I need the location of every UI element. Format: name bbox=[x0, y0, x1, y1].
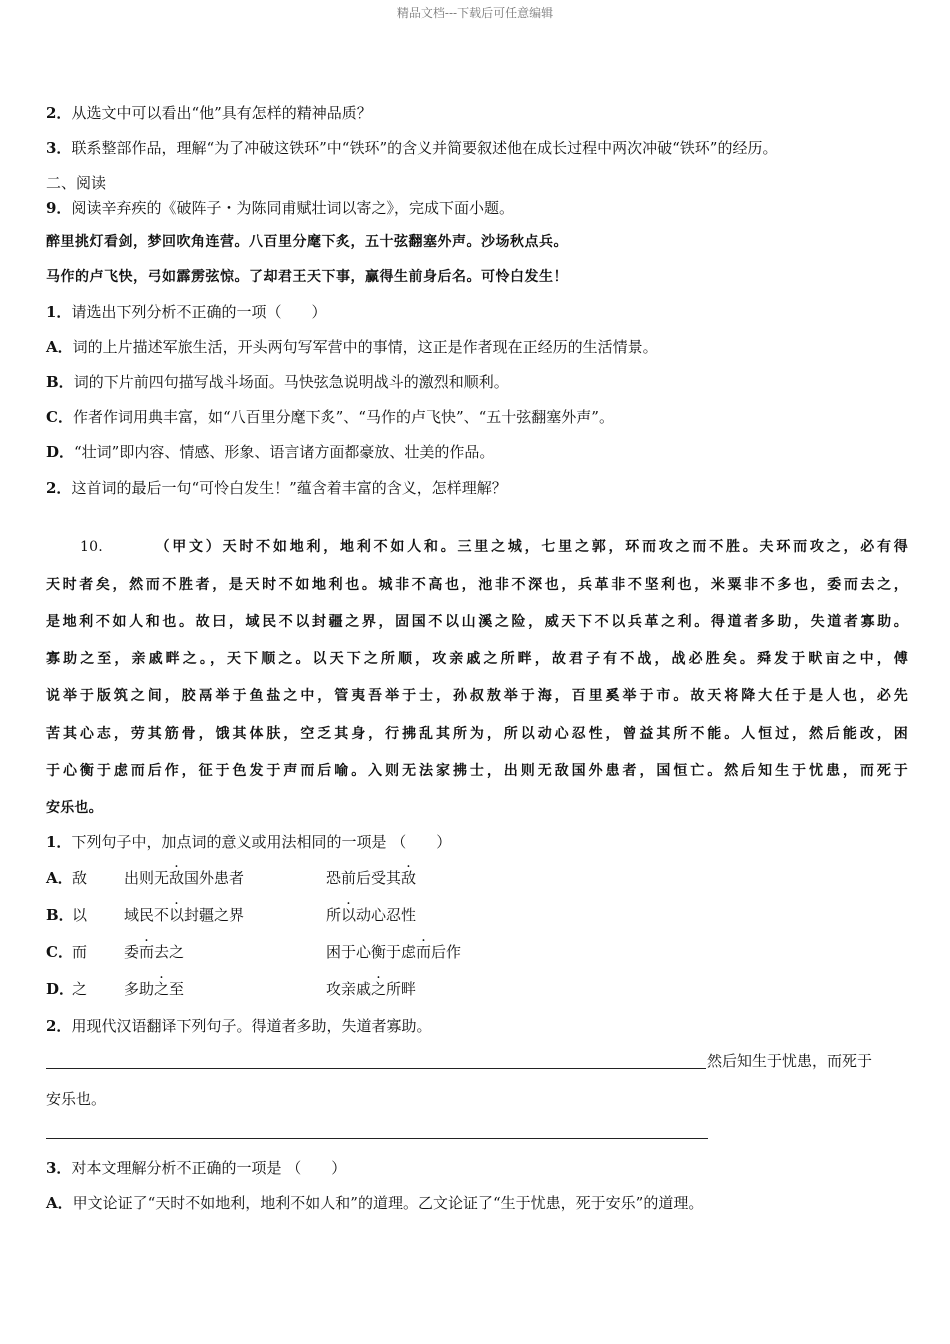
option-d bbox=[46, 442, 494, 462]
option-text: “壮词”即内容、情感、形象、语言诸方面都豪放、壮美的作品。 bbox=[74, 443, 495, 461]
option-c bbox=[46, 407, 614, 427]
option-label: D． bbox=[46, 980, 75, 998]
answer-blank-line[interactable] bbox=[46, 1068, 706, 1069]
dotted-word: 之 bbox=[154, 980, 170, 998]
dotted-word: 以 bbox=[169, 906, 185, 924]
page-header: 精品文档---下载后可任意编辑 bbox=[396, 6, 554, 20]
question-number: 10. bbox=[80, 539, 103, 555]
question-number: 2． bbox=[46, 479, 72, 497]
section-heading: 二、阅读 bbox=[46, 174, 107, 192]
passage-line-5: 说举于版筑之间，胶鬲举于鱼盐之中，管夷吾举于士，孙叔敖举于海，百里奚举于市。故天将降大任于是人也，必先 bbox=[46, 688, 908, 704]
option-b bbox=[46, 372, 509, 392]
dotted-word: 而 bbox=[416, 943, 432, 961]
question-number: 3． bbox=[46, 1159, 72, 1177]
dotted-word: 敌 bbox=[169, 869, 185, 887]
option-label: B． bbox=[46, 373, 74, 391]
answer-blank-line[interactable] bbox=[46, 1138, 708, 1139]
option-text: 词的上片描述军旅生活，开头两句写军营中的事情，这正是作者现在正经历的生活情景。 bbox=[72, 338, 658, 356]
option-c bbox=[46, 942, 461, 962]
option-label: C． bbox=[46, 408, 73, 426]
question-text: 联系整部作品，理解“为了冲破这铁环”中“铁环”的含义并简要叙述他在成长过程中两次冲破“铁环”的经历。 bbox=[71, 139, 778, 157]
question-number: 9． bbox=[46, 199, 72, 217]
option-label: A． bbox=[46, 1194, 73, 1212]
question-text: 这首词的最后一句“可怜白发生！”蕴含着丰富的含义，怎样理解？ bbox=[71, 479, 507, 497]
question-text: 下列句子中，加点词的意义或用法相同的一项是 （ ） bbox=[71, 833, 452, 851]
blank-tail-text: 然后知生于忧患，而死于 bbox=[707, 1052, 873, 1070]
question-text: 用现代汉语翻译下列句子。得道者多助，失道者寡助。 bbox=[71, 1017, 432, 1035]
option-sentence-1: 域民不以封疆之界 bbox=[124, 906, 245, 924]
passage-line-6: 苦其心志，劳其筋骨，饿其体肤，空乏其身，行拂乱其所为，所以动心忍性，曾益其所不能。人恒过，然后能改，困 bbox=[46, 726, 908, 742]
question-9-intro bbox=[46, 198, 514, 218]
question-text: 请选出下列分析不正确的一项（ ） bbox=[71, 303, 327, 321]
option-sentence-1: 多助之至 bbox=[124, 980, 185, 998]
option-label: B． bbox=[46, 906, 74, 924]
option-word: 之 bbox=[72, 980, 88, 998]
question-text: 从选文中可以看出“他”具有怎样的精神品质？ bbox=[71, 104, 372, 122]
option-sentence-2: 困于心衡于虑而后作 bbox=[326, 943, 462, 961]
question-number: 2． bbox=[46, 1017, 72, 1035]
option-b bbox=[46, 905, 416, 925]
option-sentence-2: 恐前后受其敌 bbox=[326, 869, 417, 887]
option-word: 敌 bbox=[72, 869, 88, 887]
passage-line-2: 天时者矣，然而不胜者，是天时不如地利也。城非不高也，池非不深也，兵革非不坚利也，米粟非不多也，委而去之， bbox=[46, 577, 908, 593]
option-sentence-2: 攻亲戚之所畔 bbox=[326, 980, 417, 998]
option-text: 词的下片前四句描写战斗场面。马快弦急说明战斗的激烈和顺利。 bbox=[73, 373, 509, 391]
question-2-prev bbox=[46, 103, 372, 123]
dotted-word: 而 bbox=[139, 943, 155, 961]
blank-next-text: 安乐也。 bbox=[46, 1090, 107, 1108]
passage-text: （甲文）天时不如地利，地利不如人和。三里之城，七里之郭，环而攻之而不胜。夫环而攻之，必有得 bbox=[152, 539, 908, 555]
option-label: C． bbox=[46, 943, 73, 961]
passage-line-1 bbox=[46, 537, 908, 557]
option-a bbox=[46, 1193, 703, 1213]
poem-line-1: 醉里挑灯看剑，梦回吹角连营。八百里分麾下炙，五十弦翻塞外声。沙场秋点兵。 bbox=[46, 234, 568, 250]
option-sentence-1: 委而去之 bbox=[124, 943, 185, 961]
question-text: 对本文理解分析不正确的一项是 （ ） bbox=[71, 1159, 347, 1177]
option-a bbox=[46, 868, 416, 888]
option-word: 以 bbox=[72, 906, 88, 924]
option-label: A． bbox=[46, 338, 73, 356]
question-10-sub1 bbox=[46, 832, 451, 852]
question-10-sub3 bbox=[46, 1158, 346, 1178]
dotted-word: 敌 bbox=[401, 869, 417, 887]
passage-line-8: 安乐也。 bbox=[46, 800, 103, 816]
question-number: 3． bbox=[46, 139, 72, 157]
question-text: 阅读辛弃疾的《破阵子・为陈同甫赋壮词以寄之》，完成下面小题。 bbox=[71, 199, 514, 217]
option-text: 作者作词用典丰富，如“八百里分麾下炙”、“马作的卢飞快”、“五十弦翻塞外声”。 bbox=[72, 408, 614, 426]
option-label: D． bbox=[46, 443, 75, 461]
question-3-prev bbox=[46, 138, 777, 158]
dotted-word: 以 bbox=[341, 906, 357, 924]
passage-line-7: 于心衡于虑而后作，征于色发于声而后喻。入则无法家拂士，出则无敌国外患者，国恒亡。然后知生于忧患，而死于 bbox=[46, 763, 908, 779]
option-a bbox=[46, 337, 658, 357]
dotted-word: 之 bbox=[371, 980, 387, 998]
question-9-sub2 bbox=[46, 478, 507, 498]
option-d bbox=[46, 979, 416, 999]
option-sentence-2: 所以动心忍性 bbox=[326, 906, 417, 924]
option-label: A． bbox=[46, 869, 73, 887]
question-number: 1． bbox=[46, 303, 72, 321]
poem-line-2: 马作的卢飞快，弓如霹雳弦惊。了却君王天下事，赢得生前身后名。可怜白发生！ bbox=[46, 269, 568, 285]
option-word: 而 bbox=[72, 943, 88, 961]
option-text: 甲文论证了“天时不如地利，地利不如人和”的道理。乙文论证了“生于忧患，死于安乐”的道理。 bbox=[72, 1194, 704, 1212]
question-number: 1． bbox=[46, 833, 72, 851]
question-number: 2． bbox=[46, 104, 72, 122]
question-10-sub2 bbox=[46, 1016, 431, 1036]
question-9-sub1 bbox=[46, 302, 326, 322]
passage-line-3: 是地利不如人和也。故曰，域民不以封疆之界，固国不以山溪之险，威天下不以兵革之利。得道者多助，失道者寡助。 bbox=[46, 614, 908, 630]
option-sentence-1: 出则无敌国外患者 bbox=[124, 869, 245, 887]
passage-line-4: 寡助之至，亲戚畔之。，天下顺之。以天下之所顺，攻亲戚之所畔，故君子有不战，战必胜矣。舜发于畎亩之中，傅 bbox=[46, 651, 908, 667]
